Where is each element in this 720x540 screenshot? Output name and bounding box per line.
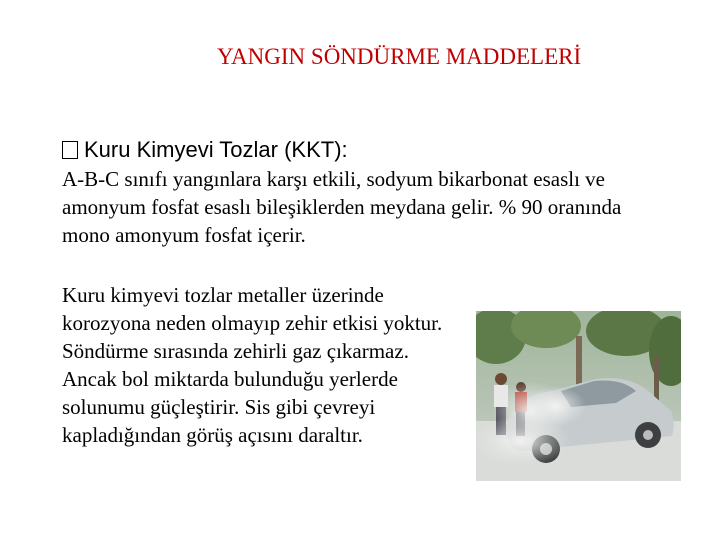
description-paragraph: A-B-C sınıfı yangınlara karşı etkili, sodyum bikarbonat esaslı ve amonyum fosfat esaslı bileşiklerden meydana gelir. % 90 oranında mono amonyum fosfat içerir. (62, 167, 622, 247)
section-heading-text: Kuru Kimyevi Tozlar (KKT): (84, 137, 348, 162)
section-heading (62, 137, 348, 163)
extinguishing-car-photo (476, 311, 681, 481)
properties-paragraph: Kuru kimyevi tozlar metaller üzerinde korozyona neden olmayıp zehir etkisi yoktur. Söndürme sırasında zehirli gaz çıkarmaz. Ancak bol miktarda bulunduğu yerlerde solunumu güçleştirir. Sis gibi çevreyi kapladığından görüş açısını daraltır. (62, 283, 443, 447)
slide-title: YANGIN SÖNDÜRME MADDELERİ (217, 44, 582, 69)
car-photo-illustration (476, 311, 681, 481)
square-bullet-icon (62, 141, 78, 159)
